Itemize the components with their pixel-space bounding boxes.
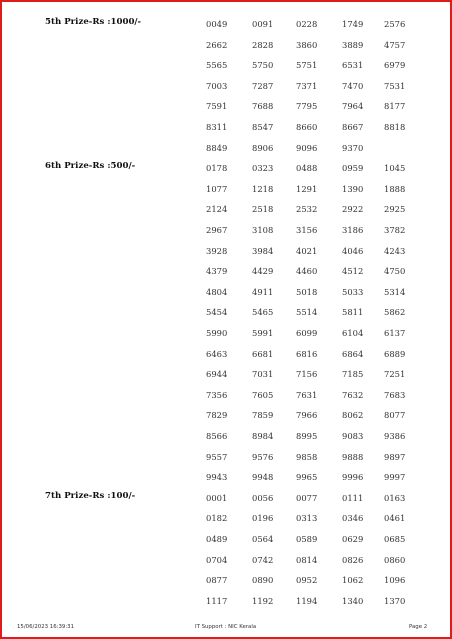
ticket-number: 5565	[206, 60, 228, 71]
ticket-number: 1096	[384, 575, 406, 586]
ticket-number: 7251	[384, 369, 406, 380]
ticket-number: 8995	[296, 431, 318, 441]
ticket-number: 0685	[384, 534, 406, 544]
ticket-number: 0860	[384, 554, 406, 565]
ticket-number: 7688	[252, 101, 274, 112]
ticket-number: 3889	[342, 39, 364, 50]
table-row	[2, 220, 450, 240]
table-row	[2, 385, 450, 405]
ticket-number: 8547	[252, 122, 274, 132]
table-row	[2, 591, 450, 611]
ticket-number: 0182	[206, 513, 228, 524]
table-row	[2, 405, 450, 425]
table-row	[2, 76, 450, 96]
ticket-number: 0814	[296, 554, 318, 565]
ticket-number: 6137	[384, 328, 406, 338]
footer-timestamp: 15/06/2023 16:39:31	[17, 624, 74, 630]
table-row	[2, 488, 450, 508]
ticket-number: 4243	[384, 245, 406, 256]
ticket-number: 9096	[296, 142, 318, 153]
table-row	[2, 550, 450, 570]
ticket-number: 2576	[384, 19, 406, 29]
ticket-number: 5454	[206, 307, 228, 318]
ticket-number: 0488	[296, 163, 318, 174]
ticket-number: 0461	[384, 513, 406, 524]
ticket-number: 1291	[296, 183, 318, 194]
ticket-number: 0346	[342, 513, 364, 524]
ticket-number: 1340	[342, 595, 364, 606]
ticket-number: 2662	[206, 39, 228, 50]
ticket-number: 0001	[206, 492, 228, 503]
ticket-number: 3928	[206, 245, 228, 256]
ticket-number: 5018	[296, 286, 318, 297]
ticket-number: 5514	[296, 307, 318, 318]
ticket-number: 4804	[206, 286, 228, 297]
table-row	[2, 35, 450, 55]
ticket-number: 8311	[206, 122, 228, 132]
ticket-number: 8177	[384, 101, 406, 112]
table-row	[2, 323, 450, 343]
ticket-number: 6463	[206, 348, 228, 359]
ticket-number: 9386	[384, 431, 406, 441]
table-row	[2, 199, 450, 219]
ticket-number: 1390	[342, 183, 364, 194]
ticket-number: 2925	[384, 204, 406, 215]
ticket-number: 6889	[384, 348, 406, 359]
table-row	[2, 241, 450, 261]
ticket-number: 2532	[296, 204, 318, 215]
ticket-number: 3860	[296, 39, 318, 50]
ticket-number: 3782	[384, 225, 406, 235]
ticket-number: 9965	[296, 472, 318, 483]
table-row	[2, 467, 450, 487]
ticket-number: 1062	[342, 575, 364, 586]
ticket-number: 0111	[342, 492, 364, 503]
ticket-number: 0959	[342, 163, 364, 174]
ticket-number: 8667	[342, 122, 364, 132]
table-row	[2, 158, 450, 178]
ticket-number: 4460	[296, 266, 318, 277]
ticket-number: 7531	[384, 80, 406, 91]
ticket-number: 7631	[296, 389, 318, 400]
ticket-number: 6816	[296, 348, 318, 359]
ticket-number: 0091	[252, 19, 274, 29]
table-row	[2, 282, 450, 302]
ticket-number: 5033	[342, 286, 364, 297]
ticket-number: 7591	[206, 101, 228, 112]
ticket-number: 7605	[252, 389, 274, 400]
ticket-number: 8984	[252, 431, 274, 441]
ticket-number: 7964	[342, 101, 364, 112]
ticket-number: 7156	[296, 369, 318, 380]
ticket-number: 8566	[206, 431, 228, 441]
ticket-number: 6104	[342, 328, 364, 338]
ticket-number: 5811	[342, 307, 364, 318]
ticket-number: 9557	[206, 451, 228, 462]
table-row	[2, 426, 450, 446]
footer-support: IT Support : NIC Kerala	[195, 624, 257, 630]
ticket-number: 7031	[252, 369, 274, 380]
table-row	[2, 508, 450, 528]
ticket-number: 6864	[342, 348, 364, 359]
ticket-number: 9888	[342, 451, 364, 462]
table-row	[2, 179, 450, 199]
ticket-number: 1045	[384, 163, 406, 174]
ticket-number: 7185	[342, 369, 364, 380]
ticket-number: 5750	[252, 60, 274, 71]
ticket-number: 9997	[384, 472, 406, 483]
table-row	[2, 96, 450, 116]
ticket-number: 2967	[206, 225, 228, 235]
ticket-number: 2124	[206, 204, 228, 215]
table-row	[2, 138, 450, 158]
ticket-number: 0704	[206, 554, 228, 565]
ticket-number: 4750	[384, 266, 406, 277]
ticket-number: 8660	[296, 122, 318, 132]
ticket-number: 4379	[206, 266, 228, 277]
ticket-number: 4911	[252, 286, 274, 297]
ticket-number: 5314	[384, 286, 406, 297]
ticket-number: 1194	[296, 595, 318, 606]
prize-category-label: 7th Prize-Rs :100/-	[45, 490, 136, 501]
ticket-number: 1888	[384, 183, 406, 194]
ticket-number: 8906	[252, 142, 274, 153]
ticket-number: 0564	[252, 534, 274, 544]
ticket-number: 2922	[342, 204, 364, 215]
ticket-number: 7356	[206, 389, 228, 400]
ticket-number: 4512	[342, 266, 364, 277]
ticket-number: 7470	[342, 80, 364, 91]
ticket-number: 1117	[206, 595, 228, 606]
ticket-number: 3156	[296, 225, 318, 235]
ticket-number: 0049	[206, 19, 228, 29]
ticket-number: 0890	[252, 575, 274, 586]
ticket-number: 7371	[296, 80, 318, 91]
table-row	[2, 302, 450, 322]
ticket-number: 0742	[252, 554, 274, 565]
table-row	[2, 261, 450, 281]
ticket-number: 5862	[384, 307, 406, 318]
ticket-number: 7859	[252, 410, 274, 421]
ticket-number: 4021	[296, 245, 318, 256]
table-row	[2, 447, 450, 467]
ticket-number: 8818	[384, 122, 406, 132]
ticket-number: 9897	[384, 451, 406, 462]
ticket-number: 4429	[252, 266, 274, 277]
ticket-number: 6681	[252, 348, 274, 359]
ticket-number: 9943	[206, 472, 228, 483]
ticket-number: 3984	[252, 245, 274, 256]
ticket-number: 9576	[252, 451, 274, 462]
ticket-number: 0589	[296, 534, 318, 544]
ticket-number: 8849	[206, 142, 228, 153]
ticket-number: 0877	[206, 575, 228, 586]
prize-category-label: 6th Prize-Rs :500/-	[45, 161, 136, 172]
ticket-number: 3186	[342, 225, 364, 235]
ticket-number: 5751	[296, 60, 318, 71]
ticket-number: 0077	[296, 492, 318, 503]
ticket-number: 1077	[206, 183, 228, 194]
ticket-number: 4046	[342, 245, 364, 256]
ticket-number: 7003	[206, 80, 228, 91]
ticket-number: 0323	[252, 163, 274, 174]
table-row	[2, 344, 450, 364]
ticket-number: 8077	[384, 410, 406, 421]
ticket-number: 9858	[296, 451, 318, 462]
ticket-number: 4757	[384, 39, 406, 50]
ticket-number: 0313	[296, 513, 318, 524]
ticket-number: 0826	[342, 554, 364, 565]
ticket-number: 9996	[342, 472, 364, 483]
ticket-number: 9948	[252, 472, 274, 483]
ticket-number: 2518	[252, 204, 274, 215]
ticket-number: 7683	[384, 389, 406, 400]
ticket-number: 6944	[206, 369, 228, 380]
ticket-number: 2828	[252, 39, 274, 50]
ticket-number: 6099	[296, 328, 318, 338]
prize-category-label: 5th Prize-Rs :1000/-	[45, 17, 142, 27]
ticket-number: 7287	[252, 80, 274, 91]
ticket-number: 9083	[342, 431, 364, 441]
ticket-number: 7966	[296, 410, 318, 421]
ticket-number: 1749	[342, 19, 364, 29]
ticket-number: 0489	[206, 534, 228, 544]
table-row	[2, 364, 450, 384]
ticket-number: 0228	[296, 19, 318, 29]
ticket-number: 0952	[296, 575, 318, 586]
ticket-number: 1192	[252, 595, 274, 606]
ticket-number: 7795	[296, 101, 318, 112]
ticket-number: 5991	[252, 328, 274, 338]
ticket-number: 8062	[342, 410, 364, 421]
ticket-number: 9370	[342, 142, 364, 153]
ticket-number: 0196	[252, 513, 274, 524]
ticket-number: 0056	[252, 492, 274, 503]
ticket-number: 0178	[206, 163, 228, 174]
ticket-number: 6979	[384, 60, 406, 71]
ticket-number: 7632	[342, 389, 364, 400]
ticket-number: 0629	[342, 534, 364, 544]
ticket-number: 0163	[384, 492, 406, 503]
table-row	[2, 14, 450, 34]
ticket-number: 3108	[252, 225, 274, 235]
ticket-number: 5990	[206, 328, 228, 338]
ticket-number: 5465	[252, 307, 274, 318]
ticket-number: 1218	[252, 183, 274, 194]
table-row	[2, 570, 450, 590]
ticket-number: 1370	[384, 595, 406, 606]
footer-page-number: Page 2	[409, 624, 428, 630]
table-row	[2, 529, 450, 549]
ticket-number: 7829	[206, 410, 228, 421]
ticket-number: 6531	[342, 60, 364, 71]
table-row	[2, 117, 450, 137]
table-row	[2, 55, 450, 75]
